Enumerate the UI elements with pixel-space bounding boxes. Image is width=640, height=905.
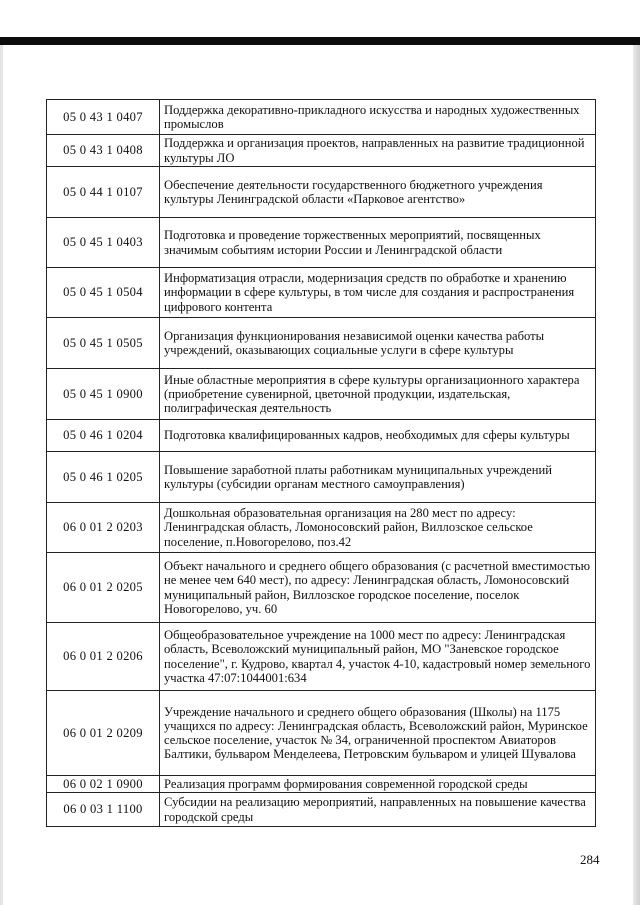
code-cell: 05 0 45 1 0504	[47, 268, 160, 318]
code-cell: 05 0 45 1 0900	[47, 369, 160, 420]
description-cell: Дошкольная образовательная организация на 280 мест по адресу: Ленинградская область, Ломоносовский район, Виллозское сельское поселение, п.Новогорелово, поз.42	[160, 503, 596, 553]
table-row	[47, 369, 596, 420]
table-row	[47, 503, 596, 553]
budget-classification-table	[46, 99, 596, 827]
page-number: 284	[580, 852, 600, 867]
table-row	[47, 135, 596, 167]
scan-left-edge	[0, 45, 3, 905]
description-cell: Обеспечение деятельности государственного бюджетного учреждения культуры Ленинградской области «Парковое агентство»	[160, 167, 596, 218]
description-cell: Информатизация отрасли, модернизация средств по обработке и хранению информации в сфере культуры, в том числе для создания и распространения цифрового контента	[160, 268, 596, 318]
code-cell: 06 0 01 2 0206	[47, 623, 160, 691]
code-cell: 06 0 03 1 1100	[47, 793, 160, 827]
table-row	[47, 318, 596, 369]
description-cell: Поддержка и организация проектов, направленных на развитие традиционной культуры ЛО	[160, 135, 596, 167]
description-cell: Объект начального и среднего общего образования (с расчетной вместимостью не менее чем 640 мест), по адресу: Ленинградская область, Ломоносовский муниципальный район, Виллозское городское поселение, поселок Новогорелово, уч. 60	[160, 553, 596, 623]
code-cell: 05 0 45 1 0505	[47, 318, 160, 369]
code-cell: 05 0 44 1 0107	[47, 167, 160, 218]
table-row	[47, 691, 596, 776]
table-row	[47, 452, 596, 503]
description-cell: Субсидии на реализацию мероприятий, направленных на повышение качества городской среды	[160, 793, 596, 827]
code-cell: 05 0 45 1 0403	[47, 218, 160, 268]
table-row	[47, 793, 596, 827]
description-cell: Учреждение начального и среднего общего образования (Школы) на 1175 учащихся по адресу: Ленинградская область, Всеволожский район, Муринское сельское поселение, участок № 34, ограниченной проспектом Авиаторов Балтики, бульваром Менделеева, Петровским бульваром и улицей Шувалова	[160, 691, 596, 776]
table-row	[47, 420, 596, 452]
code-cell: 05 0 46 1 0205	[47, 452, 160, 503]
code-cell: 06 0 01 2 0203	[47, 503, 160, 553]
description-cell: Поддержка декоративно-прикладного искусства и народных художественных промыслов	[160, 100, 596, 135]
code-cell: 05 0 43 1 0407	[47, 100, 160, 135]
code-cell: 06 0 01 2 0205	[47, 553, 160, 623]
table-body	[47, 100, 596, 827]
table-row	[47, 100, 596, 135]
description-cell: Реализация программ формирования современной городской среды	[160, 776, 596, 793]
description-cell: Организация функционирования независимой оценки качества работы учреждений, оказывающих социальные услуги в сфере культуры	[160, 318, 596, 369]
scan-top-border	[0, 37, 640, 45]
table-row	[47, 553, 596, 623]
table-row	[47, 623, 596, 691]
table-row	[47, 167, 596, 218]
code-cell: 06 0 01 2 0209	[47, 691, 160, 776]
description-cell: Подготовка и проведение торжественных мероприятий, посвященных значимым событиям истории России и Ленинградской области	[160, 218, 596, 268]
code-cell: 06 0 02 1 0900	[47, 776, 160, 793]
code-cell: 05 0 46 1 0204	[47, 420, 160, 452]
table-row	[47, 776, 596, 793]
description-cell: Подготовка квалифицированных кадров, необходимых для сферы культуры	[160, 420, 596, 452]
description-cell: Повышение заработной платы работникам муниципальных учреждений культуры (субсидии органам местного самоуправления)	[160, 452, 596, 503]
table-row	[47, 268, 596, 318]
description-cell: Общеобразовательное учреждение на 1000 мест по адресу: Ленинградская область, Всеволожский муниципальный район, МО "Заневское городское поселение", г. Кудрово, квартал 4, участок 4-10, кадастровый номер земельного участка 47:07:1044001:634	[160, 623, 596, 691]
description-cell: Иные областные мероприятия в сфере культуры организационного характера (приобретение сувенирной, цветочной продукции, издательская, полиграфическая деятельность	[160, 369, 596, 420]
scan-right-edge	[633, 45, 640, 905]
table-row	[47, 218, 596, 268]
code-cell: 05 0 43 1 0408	[47, 135, 160, 167]
